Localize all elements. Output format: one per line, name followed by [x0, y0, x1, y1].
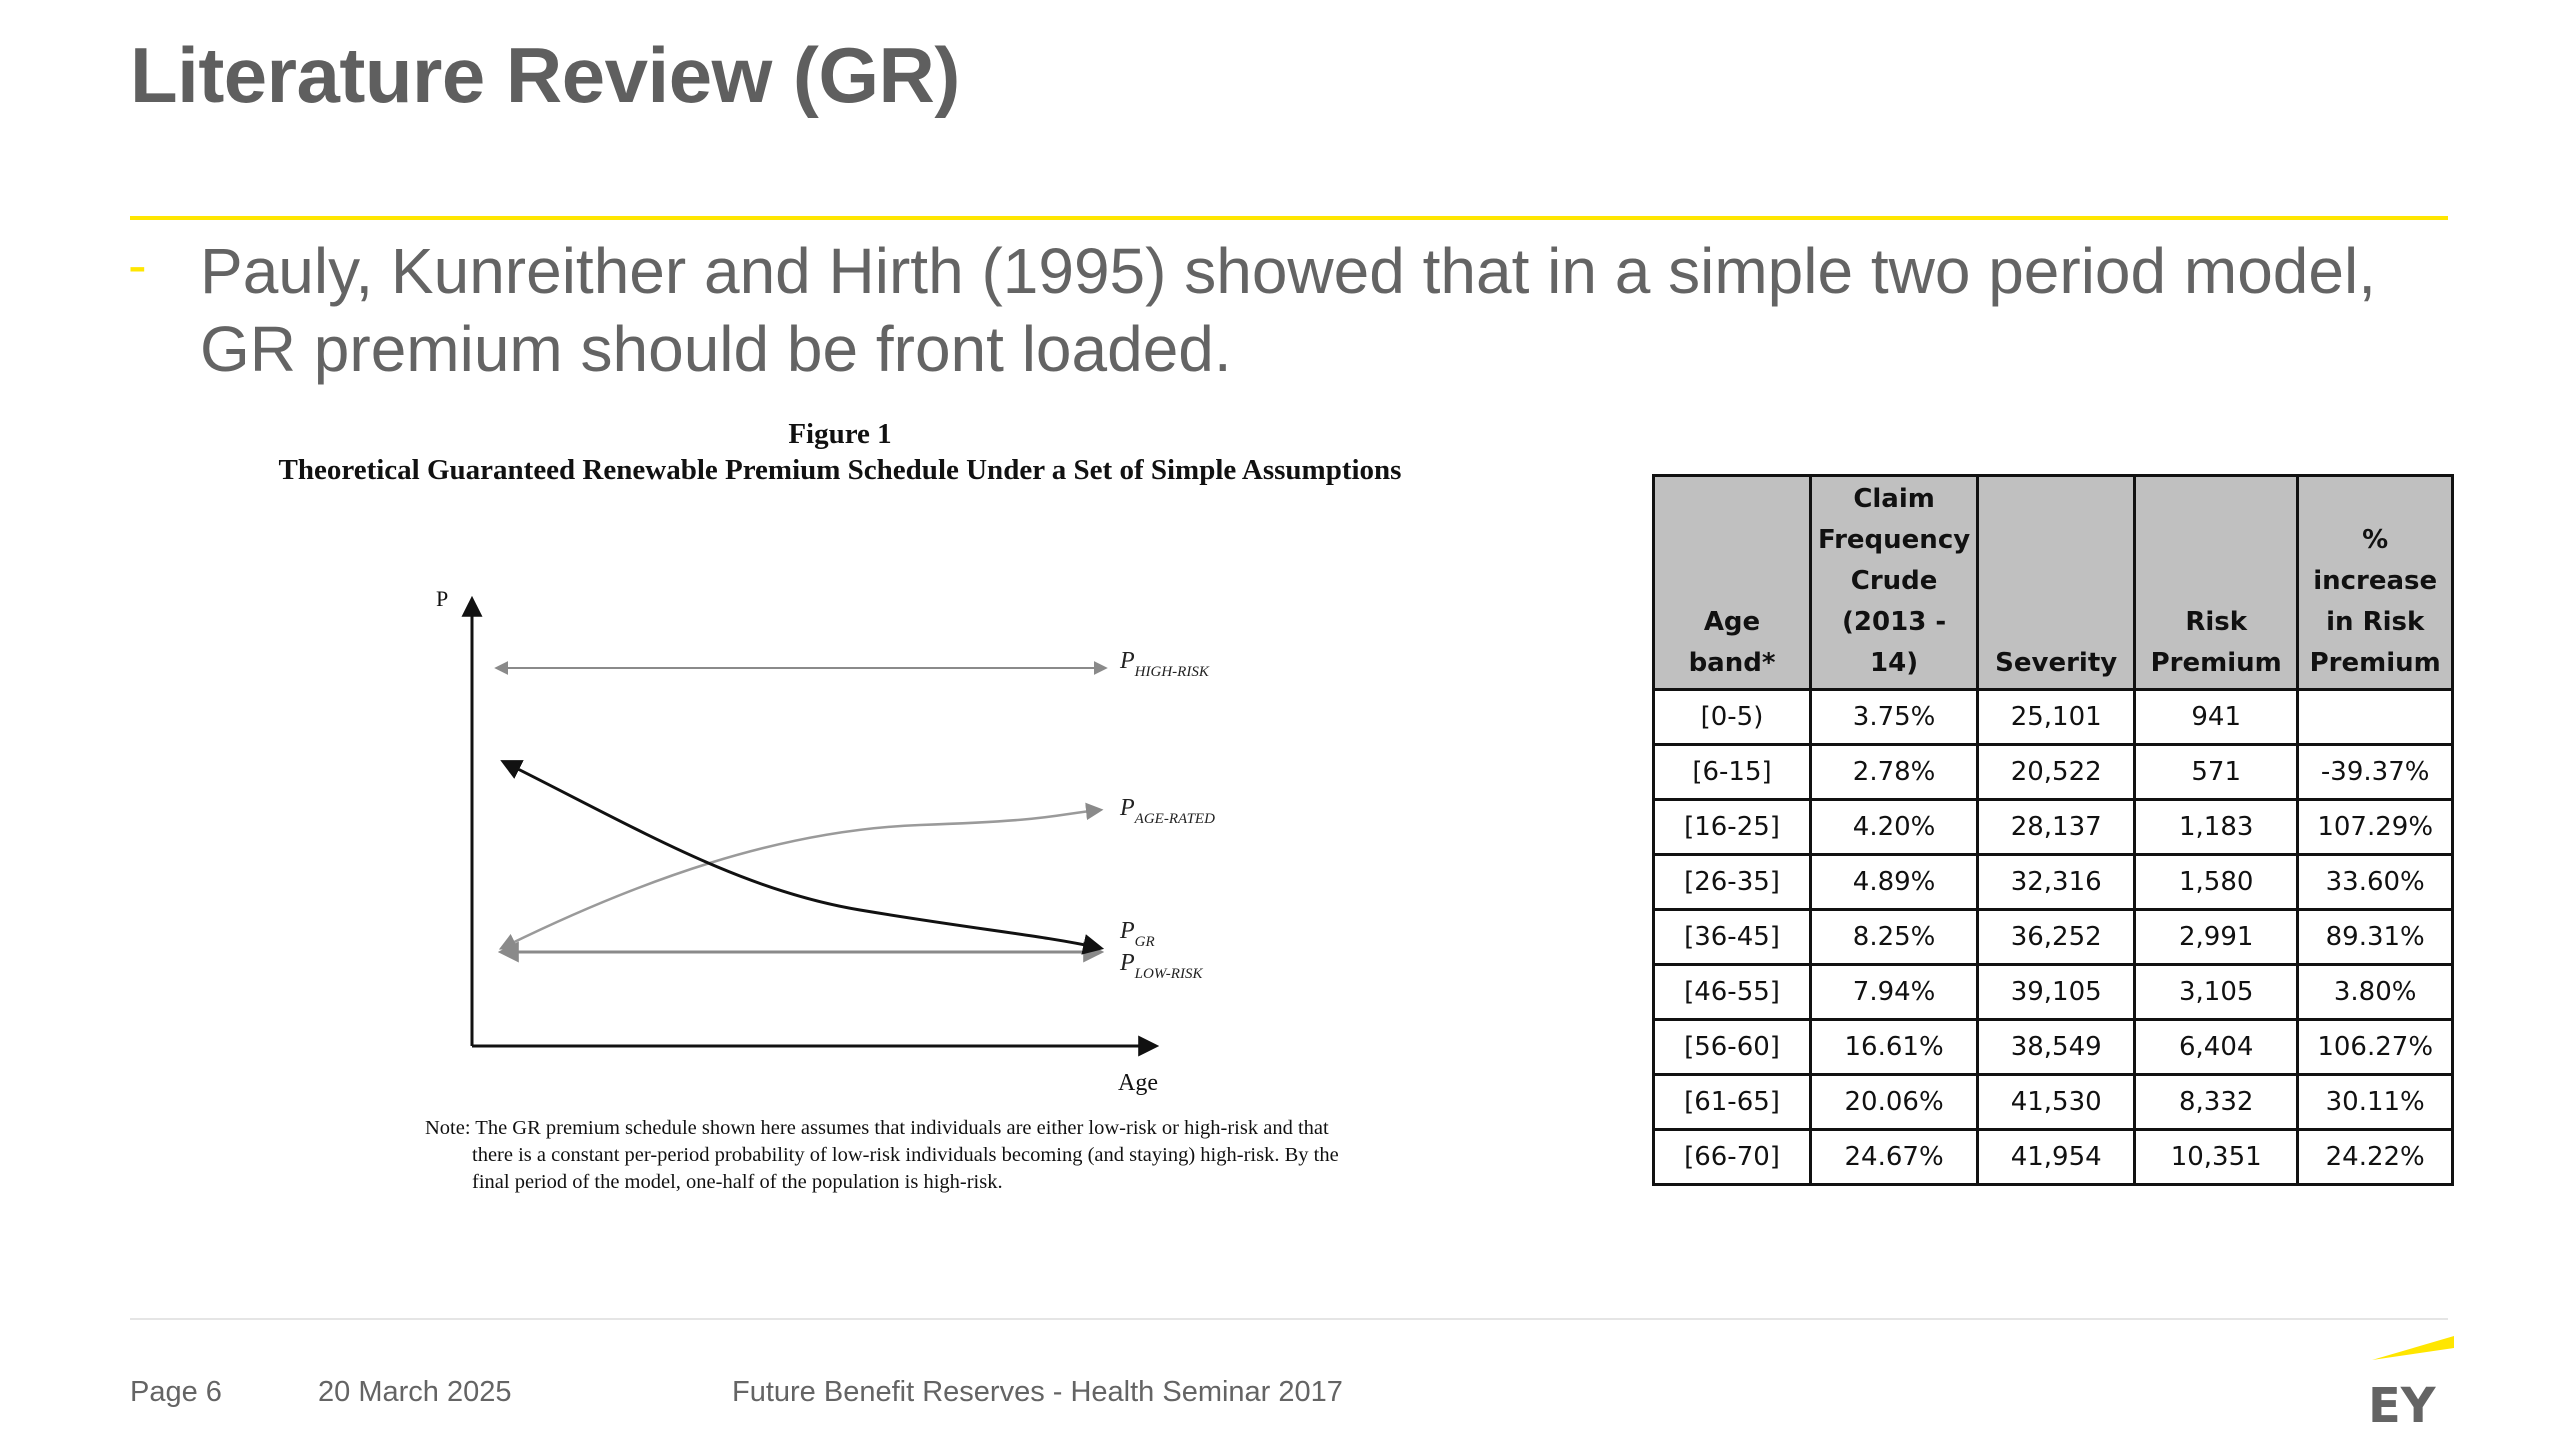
- cell-claim-frequency: 3.75%: [1811, 690, 1978, 745]
- table-row: [1654, 965, 2453, 1020]
- table-body: [1654, 690, 2453, 1185]
- cell-age-band: [56-60]: [1654, 1020, 1811, 1075]
- label-gr-main: P: [1120, 918, 1135, 944]
- table-row: [1654, 1020, 2453, 1075]
- ey-logo: [2360, 1330, 2460, 1430]
- cell-claim-frequency: 16.61%: [1811, 1020, 1978, 1075]
- age-rated-curve: [502, 810, 1100, 948]
- cell-age-band: [16-25]: [1654, 800, 1811, 855]
- table-header-row: [1654, 476, 2453, 690]
- cell-age-band: [26-35]: [1654, 855, 1811, 910]
- cell-pct-increase: 107.29%: [2298, 800, 2453, 855]
- cell-claim-frequency: 7.94%: [1811, 965, 1978, 1020]
- table-row: [1654, 855, 2453, 910]
- cell-pct-increase: 106.27%: [2298, 1020, 2453, 1075]
- label-age-rated-main: P: [1120, 795, 1135, 821]
- cell-risk-premium: 6,404: [2135, 1020, 2298, 1075]
- header-pct-increase: [2298, 476, 2453, 690]
- label-high-risk: [1119, 648, 1210, 680]
- figure-1: [220, 410, 1520, 1260]
- cell-claim-frequency: 20.06%: [1811, 1075, 1978, 1130]
- header-line: Premium: [2150, 648, 2282, 678]
- table-row: [1654, 1130, 2453, 1185]
- cell-pct-increase: [2298, 690, 2453, 745]
- cell-claim-frequency: 2.78%: [1811, 745, 1978, 800]
- label-age-rated: [1119, 795, 1215, 827]
- header-line: Crude: [1850, 566, 1938, 596]
- figure-number: Figure 1: [788, 418, 892, 450]
- footer-divider: [130, 1318, 2448, 1320]
- cell-age-band: [0-5): [1654, 690, 1811, 745]
- label-low-risk: [1119, 950, 1203, 982]
- cell-claim-frequency: 24.67%: [1811, 1130, 1978, 1185]
- cell-severity: 41,530: [1978, 1075, 2135, 1130]
- y-axis-label: P: [436, 586, 449, 611]
- cell-severity: 20,522: [1978, 745, 2135, 800]
- label-low-risk-sub: LOW-RISK: [1134, 966, 1203, 982]
- footer-page-number: Page 6: [130, 1376, 222, 1408]
- header-line: Age band*: [1688, 607, 1776, 678]
- header-line: Claim: [1853, 484, 1935, 514]
- bullet-marker: -: [128, 233, 147, 296]
- header-line: in Risk: [2326, 607, 2425, 637]
- footer-date: 20 March 2025: [318, 1376, 512, 1408]
- cell-risk-premium: 1,580: [2135, 855, 2298, 910]
- cell-claim-frequency: 4.20%: [1811, 800, 1978, 855]
- label-high-risk-sub: HIGH-RISK: [1134, 664, 1209, 680]
- table-row: [1654, 800, 2453, 855]
- cell-severity: 32,316: [1978, 855, 2135, 910]
- cell-pct-increase: 3.80%: [2298, 965, 2453, 1020]
- header-line: (2013 -: [1842, 607, 1947, 637]
- table-row: [1654, 910, 2453, 965]
- figure-title: Theoretical Guaranteed Renewable Premium Schedule Under a Set of Simple Assumptions: [278, 454, 1402, 486]
- header-line: 14): [1870, 648, 1919, 678]
- cell-age-band: [46-55]: [1654, 965, 1811, 1020]
- footer-event: Future Benefit Reserves - Health Seminar 2017: [732, 1376, 1343, 1408]
- label-low-risk-main: P: [1120, 950, 1135, 976]
- bullet-text: Pauly, Kunreither and Hirth (1995) showed that in a simple two period model, GR premium should be front loaded.: [200, 235, 2376, 385]
- gr-curve: [504, 762, 1100, 948]
- header-risk-premium: [2135, 476, 2298, 690]
- cell-risk-premium: 571: [2135, 745, 2298, 800]
- cell-risk-premium: 941: [2135, 690, 2298, 745]
- cell-risk-premium: 10,351: [2135, 1130, 2298, 1185]
- cell-severity: 41,954: [1978, 1130, 2135, 1185]
- header-line: Premium: [2309, 648, 2441, 678]
- table-row: [1654, 690, 2453, 745]
- cell-age-band: [6-15]: [1654, 745, 1811, 800]
- cell-risk-premium: 8,332: [2135, 1075, 2298, 1130]
- cell-age-band: [61-65]: [1654, 1075, 1811, 1130]
- cell-pct-increase: 30.11%: [2298, 1075, 2453, 1130]
- premium-schedule-diagram: [220, 410, 1520, 1110]
- cell-severity: 25,101: [1978, 690, 2135, 745]
- label-age-rated-sub: AGE-RATED: [1134, 811, 1215, 827]
- header-age-band: [1654, 476, 1811, 690]
- header-severity: [1978, 476, 2135, 690]
- cell-severity: 28,137: [1978, 800, 2135, 855]
- cell-risk-premium: 3,105: [2135, 965, 2298, 1020]
- cell-claim-frequency: 8.25%: [1811, 910, 1978, 965]
- label-gr: [1119, 918, 1155, 950]
- title-divider: [130, 216, 2448, 220]
- header-line: Frequency: [1818, 525, 1971, 555]
- x-axis-label: Age: [1118, 1070, 1158, 1096]
- cell-risk-premium: 1,183: [2135, 800, 2298, 855]
- ey-logo-text: EY: [2368, 1378, 2436, 1430]
- cell-pct-increase: -39.37%: [2298, 745, 2453, 800]
- header-claim-frequency: [1811, 476, 1978, 690]
- cell-severity: 39,105: [1978, 965, 2135, 1020]
- label-high-risk-main: P: [1120, 648, 1135, 674]
- cell-severity: 36,252: [1978, 910, 2135, 965]
- cell-age-band: [66-70]: [1654, 1130, 1811, 1185]
- header-line: Risk: [2185, 607, 2248, 637]
- cell-claim-frequency: 4.89%: [1811, 855, 1978, 910]
- cell-pct-increase: 33.60%: [2298, 855, 2453, 910]
- cell-age-band: [36-45]: [1654, 910, 1811, 965]
- header-line: % increase: [2313, 525, 2438, 596]
- figure-note: Note: The GR premium schedule shown here assumes that individuals are either low-risk or high-risk and that there is a constant per-period probability of low-risk individuals becoming (and staying) high-risk. By the final period of the model, one-half of the population is high-risk.: [425, 1117, 1339, 1193]
- risk-premium-table: [1652, 474, 2454, 1186]
- ey-logo-beam: [2372, 1336, 2454, 1360]
- label-gr-sub: GR: [1134, 934, 1155, 950]
- table-row: [1654, 1075, 2453, 1130]
- cell-pct-increase: 24.22%: [2298, 1130, 2453, 1185]
- table-row: [1654, 745, 2453, 800]
- slide-title: Literature Review (GR): [130, 31, 960, 119]
- cell-severity: 38,549: [1978, 1020, 2135, 1075]
- header-line: Severity: [1995, 648, 2118, 678]
- cell-pct-increase: 89.31%: [2298, 910, 2453, 965]
- cell-risk-premium: 2,991: [2135, 910, 2298, 965]
